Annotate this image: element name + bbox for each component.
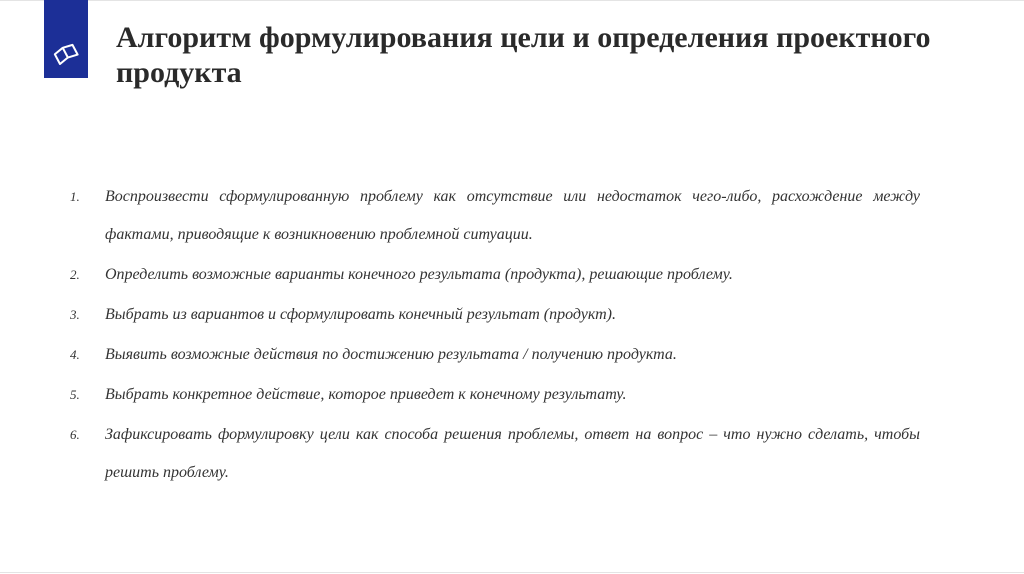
logo-badge	[44, 0, 88, 78]
step-number: 5.	[70, 387, 80, 402]
slide-title: Алгоритм формулирования цели и определения проектного продукта	[116, 21, 931, 89]
step-number: 6.	[70, 427, 80, 442]
step-text: Выбрать конкретное действие, которое приведет к конечному результату.	[105, 386, 627, 403]
bottom-divider	[0, 572, 1024, 573]
step-number: 4.	[70, 347, 80, 362]
book-icon	[52, 40, 80, 68]
step-text: Определить возможные варианты конечного результата (продукта), решающие проблему.	[105, 266, 733, 283]
top-divider	[0, 0, 1024, 1]
list-item	[70, 296, 920, 334]
step-number: 1.	[70, 189, 80, 204]
step-number: 2.	[70, 267, 80, 282]
list-item	[70, 416, 920, 492]
step-text: Воспроизвести сформулированную проблему как отсутствие или недостаток чего-либо, расхождение между фактами, приводящие к возникновению проблемной ситуации.	[105, 188, 920, 243]
list-item	[70, 376, 920, 414]
list-item	[70, 178, 920, 254]
step-text: Выбрать из вариантов и сформулировать конечный результат (продукт).	[105, 306, 617, 323]
list-item	[70, 336, 920, 374]
list-item	[70, 256, 920, 294]
steps-list	[70, 178, 920, 494]
step-text: Выявить возможные действия по достижению результата / получению продукта.	[105, 346, 677, 363]
step-text: Зафиксировать формулировку цели как способа решения проблемы, ответ на вопрос – что нужно сделать, чтобы решить проблему.	[105, 426, 920, 481]
step-number: 3.	[70, 307, 80, 322]
